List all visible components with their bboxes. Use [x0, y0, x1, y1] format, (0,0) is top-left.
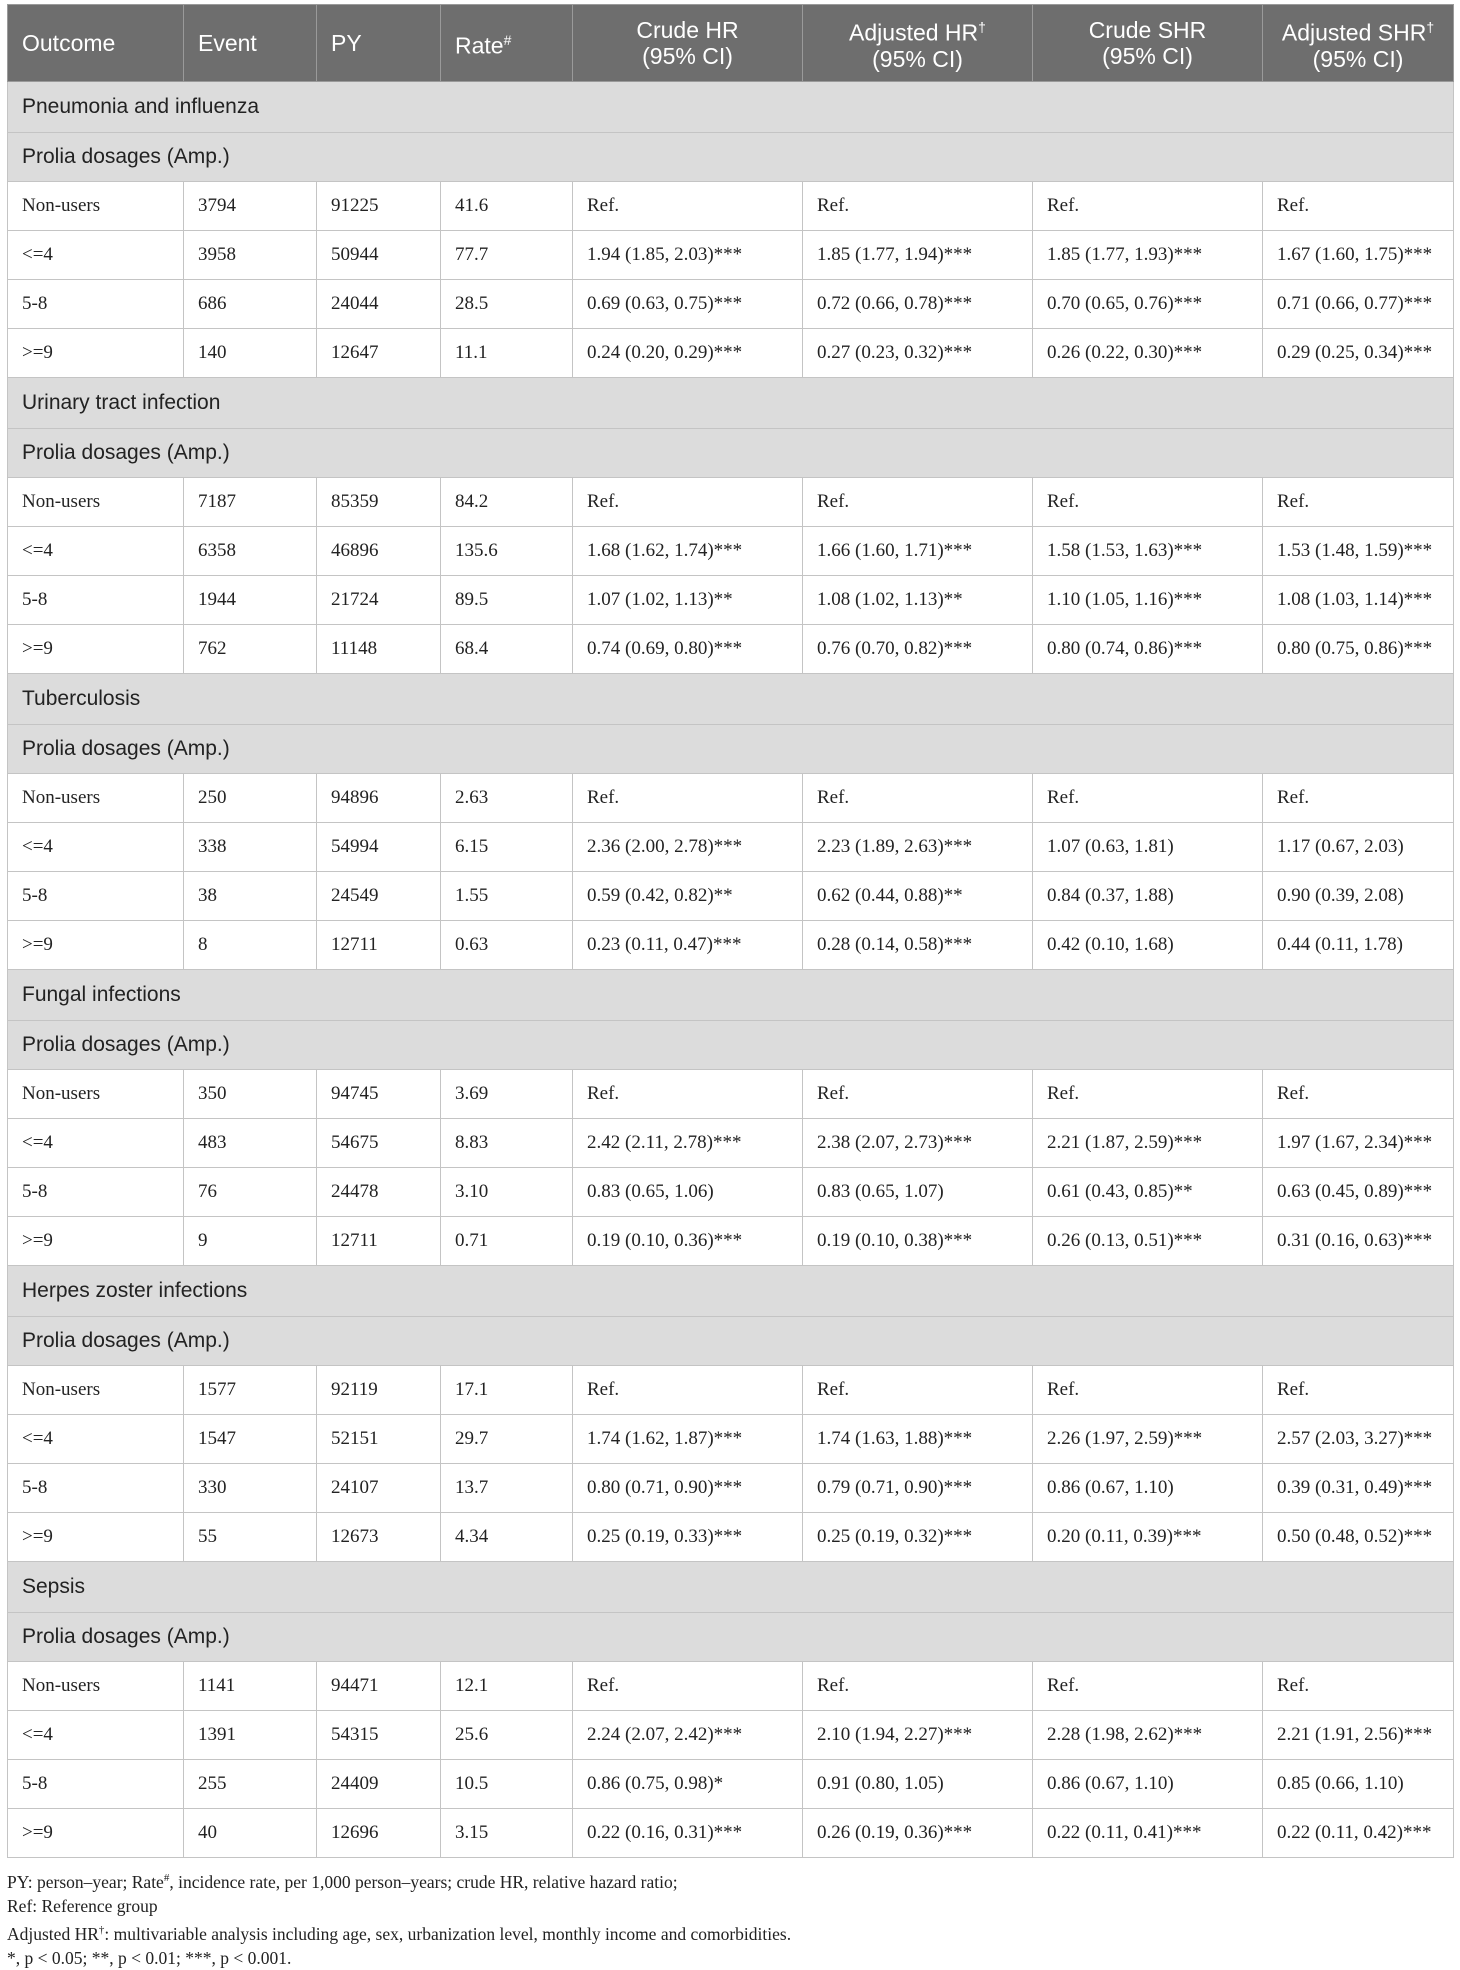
cell-event: 76: [184, 1168, 317, 1217]
table-row: [8, 1760, 1454, 1809]
cell-py: 12647: [317, 329, 441, 378]
cell-py: 94745: [317, 1070, 441, 1119]
table-row: [8, 1711, 1454, 1760]
cell-dosage: <=4: [8, 1711, 184, 1760]
table-footnotes: [7, 1866, 1453, 1970]
cell-rate: 77.7: [441, 231, 573, 280]
footnote-py-rate: PY: person–year; Rate: [7, 1871, 164, 1892]
table-row: [8, 1809, 1454, 1858]
cell-crude-shr: 2.26 (1.97, 2.59)***: [1033, 1415, 1263, 1464]
cell-adjusted-shr: 0.71 (0.66, 0.77)***: [1263, 280, 1454, 329]
header-crude-hr-label: Crude HR: [636, 17, 739, 43]
cell-rate: 10.5: [441, 1760, 573, 1809]
cell-py: 24107: [317, 1464, 441, 1513]
cell-event: 762: [184, 625, 317, 674]
cell-adjusted-shr: 2.21 (1.91, 2.56)***: [1263, 1711, 1454, 1760]
cell-py: 52151: [317, 1415, 441, 1464]
cell-event: 8: [184, 921, 317, 970]
cell-crude-hr: 2.24 (2.07, 2.42)***: [573, 1711, 803, 1760]
cell-adjusted-shr: 0.31 (0.16, 0.63)***: [1263, 1217, 1454, 1266]
footnote-line-2: Ref: Reference group: [7, 1895, 158, 1916]
cell-adjusted-hr: 0.83 (0.65, 1.07): [803, 1168, 1033, 1217]
cell-py: 12711: [317, 921, 441, 970]
cell-py: 24044: [317, 280, 441, 329]
cell-adjusted-hr: 0.26 (0.19, 0.36)***: [803, 1809, 1033, 1858]
table-row: [8, 527, 1454, 576]
cell-rate: 2.63: [441, 774, 573, 823]
cell-adjusted-hr: 2.38 (2.07, 2.73)***: [803, 1119, 1033, 1168]
cell-dosage: >=9: [8, 1217, 184, 1266]
cell-rate: 0.63: [441, 921, 573, 970]
cell-py: 94896: [317, 774, 441, 823]
cell-crude-shr: 0.61 (0.43, 0.85)**: [1033, 1168, 1263, 1217]
cell-py: 54315: [317, 1711, 441, 1760]
cell-py: 50944: [317, 231, 441, 280]
cell-py: 12711: [317, 1217, 441, 1266]
cell-crude-hr: 0.83 (0.65, 1.06): [573, 1168, 803, 1217]
cell-adjusted-hr: 0.91 (0.80, 1.05): [803, 1760, 1033, 1809]
outcome-group-row: [8, 970, 1454, 1021]
cell-py: 24549: [317, 872, 441, 921]
cell-dosage: >=9: [8, 921, 184, 970]
cell-event: 140: [184, 329, 317, 378]
dosage-subheader-row: [8, 1317, 1454, 1366]
cell-crude-shr: 2.21 (1.87, 2.59)***: [1033, 1119, 1263, 1168]
cell-dosage: <=4: [8, 1119, 184, 1168]
dosage-subheader-row: [8, 429, 1454, 478]
cell-dosage: 5-8: [8, 1760, 184, 1809]
header-adjusted-shr: [1263, 5, 1454, 82]
cell-adjusted-shr: 1.08 (1.03, 1.14)***: [1263, 576, 1454, 625]
outcome-group-title: Pneumonia and influenza: [8, 82, 1454, 133]
header-adjusted-shr-ci: (95% CI): [1312, 45, 1404, 72]
cell-adjusted-hr: 1.85 (1.77, 1.94)***: [803, 231, 1033, 280]
header-py: PY: [317, 5, 441, 82]
cell-dosage: 5-8: [8, 1168, 184, 1217]
cell-dosage: <=4: [8, 231, 184, 280]
cell-py: 24409: [317, 1760, 441, 1809]
cell-rate: 41.6: [441, 182, 573, 231]
cell-adjusted-hr: Ref.: [803, 1662, 1033, 1711]
cell-adjusted-shr: 0.90 (0.39, 2.08): [1263, 872, 1454, 921]
table-row: [8, 329, 1454, 378]
cell-adjusted-hr: Ref.: [803, 774, 1033, 823]
cell-adjusted-hr: 0.76 (0.70, 0.82)***: [803, 625, 1033, 674]
cell-event: 686: [184, 280, 317, 329]
cell-event: 40: [184, 1809, 317, 1858]
cell-rate: 68.4: [441, 625, 573, 674]
cell-crude-hr: 0.23 (0.11, 0.47)***: [573, 921, 803, 970]
cell-event: 6358: [184, 527, 317, 576]
cell-crude-shr: 0.20 (0.11, 0.39)***: [1033, 1513, 1263, 1562]
table-row: [8, 280, 1454, 329]
table-row: [8, 1119, 1454, 1168]
table-row: [8, 872, 1454, 921]
header-crude-shr-ci: (95% CI): [1102, 43, 1193, 69]
table-row: [8, 1366, 1454, 1415]
dosage-subheader-row: [8, 1021, 1454, 1070]
header-adjusted-hr-ci: (95% CI): [872, 45, 963, 72]
cell-py: 54675: [317, 1119, 441, 1168]
dosage-subheader: Prolia dosages (Amp.): [8, 429, 1454, 478]
cell-dosage: <=4: [8, 1415, 184, 1464]
cell-crude-hr: 1.07 (1.02, 1.13)**: [573, 576, 803, 625]
cell-py: 12696: [317, 1809, 441, 1858]
footnote-line-4: *, p < 0.05; **, p < 0.01; ***, p < 0.001.: [7, 1947, 292, 1968]
table-row: [8, 1168, 1454, 1217]
cell-dosage: 5-8: [8, 280, 184, 329]
cell-adjusted-shr: Ref.: [1263, 1070, 1454, 1119]
outcome-group-row: [8, 1562, 1454, 1613]
cell-crude-hr: 0.74 (0.69, 0.80)***: [573, 625, 803, 674]
cell-crude-hr: 2.42 (2.11, 2.78)***: [573, 1119, 803, 1168]
cell-py: 46896: [317, 527, 441, 576]
table-row: [8, 1217, 1454, 1266]
outcome-group-title: Fungal infections: [8, 970, 1454, 1021]
cell-adjusted-shr: 0.80 (0.75, 0.86)***: [1263, 625, 1454, 674]
cell-dosage: Non-users: [8, 1366, 184, 1415]
hazard-ratio-table: [7, 4, 1454, 1858]
cell-event: 330: [184, 1464, 317, 1513]
cell-crude-shr: 0.86 (0.67, 1.10): [1033, 1464, 1263, 1513]
cell-crude-hr: 0.59 (0.42, 0.82)**: [573, 872, 803, 921]
cell-adjusted-hr: 2.23 (1.89, 2.63)***: [803, 823, 1033, 872]
table-row: [8, 1662, 1454, 1711]
cell-adjusted-hr: 1.66 (1.60, 1.71)***: [803, 527, 1033, 576]
cell-crude-shr: 2.28 (1.98, 2.62)***: [1033, 1711, 1263, 1760]
cell-crude-shr: 0.42 (0.10, 1.68): [1033, 921, 1263, 970]
cell-adjusted-hr: 0.28 (0.14, 0.58)***: [803, 921, 1033, 970]
cell-crude-shr: Ref.: [1033, 1662, 1263, 1711]
cell-event: 483: [184, 1119, 317, 1168]
header-adjusted-shr-label: Adjusted SHR: [1281, 19, 1427, 46]
cell-crude-hr: Ref.: [573, 182, 803, 231]
cell-crude-shr: 0.26 (0.13, 0.51)***: [1033, 1217, 1263, 1266]
cell-crude-hr: 0.25 (0.19, 0.33)***: [573, 1513, 803, 1562]
cell-adjusted-shr: 0.44 (0.11, 1.78): [1263, 921, 1454, 970]
cell-event: 1547: [184, 1415, 317, 1464]
cell-crude-shr: Ref.: [1033, 478, 1263, 527]
cell-event: 255: [184, 1760, 317, 1809]
table-row: [8, 1415, 1454, 1464]
cell-rate: 135.6: [441, 527, 573, 576]
table-row: [8, 823, 1454, 872]
cell-rate: 12.1: [441, 1662, 573, 1711]
footnote-line-3: [7, 1918, 1453, 1946]
table-row: [8, 182, 1454, 231]
cell-rate: 17.1: [441, 1366, 573, 1415]
dosage-subheader: Prolia dosages (Amp.): [8, 1613, 1454, 1662]
cell-rate: 84.2: [441, 478, 573, 527]
cell-crude-shr: 0.80 (0.74, 0.86)***: [1033, 625, 1263, 674]
cell-adjusted-hr: 0.72 (0.66, 0.78)***: [803, 280, 1033, 329]
cell-dosage: <=4: [8, 527, 184, 576]
footnote-adjusted-mark: †: [98, 1923, 105, 1936]
cell-rate: 25.6: [441, 1711, 573, 1760]
cell-crude-hr: Ref.: [573, 1662, 803, 1711]
cell-dosage: Non-users: [8, 774, 184, 823]
dosage-subheader: Prolia dosages (Amp.): [8, 725, 1454, 774]
cell-event: 1944: [184, 576, 317, 625]
cell-adjusted-hr: 0.79 (0.71, 0.90)***: [803, 1464, 1033, 1513]
cell-adjusted-hr: Ref.: [803, 478, 1033, 527]
cell-adjusted-hr: 0.27 (0.23, 0.32)***: [803, 329, 1033, 378]
cell-adjusted-shr: 1.97 (1.67, 2.34)***: [1263, 1119, 1454, 1168]
cell-event: 38: [184, 872, 317, 921]
cell-crude-hr: 0.69 (0.63, 0.75)***: [573, 280, 803, 329]
outcome-group-title: Urinary tract infection: [8, 378, 1454, 429]
cell-crude-shr: 0.22 (0.11, 0.41)***: [1033, 1809, 1263, 1858]
cell-crude-shr: 0.26 (0.22, 0.30)***: [1033, 329, 1263, 378]
cell-event: 3794: [184, 182, 317, 231]
cell-adjusted-hr: Ref.: [803, 182, 1033, 231]
header-rate: [441, 5, 573, 82]
cell-adjusted-hr: 2.10 (1.94, 2.27)***: [803, 1711, 1033, 1760]
cell-dosage: >=9: [8, 625, 184, 674]
cell-dosage: >=9: [8, 1513, 184, 1562]
cell-crude-hr: Ref.: [573, 1366, 803, 1415]
cell-adjusted-shr: 0.50 (0.48, 0.52)***: [1263, 1513, 1454, 1562]
dosage-subheader-row: [8, 1613, 1454, 1662]
cell-py: 85359: [317, 478, 441, 527]
header-adjusted-hr-mark: †: [978, 19, 986, 36]
cell-dosage: Non-users: [8, 1662, 184, 1711]
table-row: [8, 1513, 1454, 1562]
cell-dosage: 5-8: [8, 1464, 184, 1513]
cell-event: 1391: [184, 1711, 317, 1760]
cell-crude-hr: 0.24 (0.20, 0.29)***: [573, 329, 803, 378]
cell-rate: 11.1: [441, 329, 573, 378]
table-row: [8, 231, 1454, 280]
cell-adjusted-shr: Ref.: [1263, 182, 1454, 231]
dosage-subheader: Prolia dosages (Amp.): [8, 1317, 1454, 1366]
cell-crude-hr: 1.74 (1.62, 1.87)***: [573, 1415, 803, 1464]
cell-py: 54994: [317, 823, 441, 872]
header-rate-mark: #: [503, 32, 512, 49]
cell-dosage: Non-users: [8, 1070, 184, 1119]
cell-rate: 89.5: [441, 576, 573, 625]
dosage-subheader-row: [8, 725, 1454, 774]
table-body: [8, 82, 1454, 1858]
cell-adjusted-shr: Ref.: [1263, 478, 1454, 527]
cell-adjusted-hr: 0.19 (0.10, 0.38)***: [803, 1217, 1033, 1266]
cell-adjusted-hr: Ref.: [803, 1366, 1033, 1415]
cell-crude-hr: 0.22 (0.16, 0.31)***: [573, 1809, 803, 1858]
cell-dosage: >=9: [8, 329, 184, 378]
cell-rate: 28.5: [441, 280, 573, 329]
outcome-group-row: [8, 378, 1454, 429]
dosage-subheader: Prolia dosages (Amp.): [8, 1021, 1454, 1070]
results-table-container: [7, 4, 1453, 1970]
cell-crude-shr: 0.70 (0.65, 0.76)***: [1033, 280, 1263, 329]
table-row: [8, 576, 1454, 625]
cell-crude-hr: 0.19 (0.10, 0.36)***: [573, 1217, 803, 1266]
header-crude-shr: [1033, 5, 1263, 82]
cell-crude-hr: 0.86 (0.75, 0.98)*: [573, 1760, 803, 1809]
table-row: [8, 921, 1454, 970]
cell-rate: 29.7: [441, 1415, 573, 1464]
cell-event: 55: [184, 1513, 317, 1562]
cell-py: 21724: [317, 576, 441, 625]
header-adjusted-hr: [803, 5, 1033, 82]
header-row: [8, 5, 1454, 82]
cell-adjusted-shr: 1.17 (0.67, 2.03): [1263, 823, 1454, 872]
cell-dosage: <=4: [8, 823, 184, 872]
cell-py: 92119: [317, 1366, 441, 1415]
header-rate-label: Rate: [455, 32, 504, 59]
cell-crude-shr: 1.10 (1.05, 1.16)***: [1033, 576, 1263, 625]
cell-adjusted-shr: 0.29 (0.25, 0.34)***: [1263, 329, 1454, 378]
cell-crude-shr: 1.85 (1.77, 1.93)***: [1033, 231, 1263, 280]
cell-rate: 8.83: [441, 1119, 573, 1168]
table-row: [8, 1464, 1454, 1513]
cell-adjusted-hr: 1.74 (1.63, 1.88)***: [803, 1415, 1033, 1464]
outcome-group-row: [8, 82, 1454, 133]
cell-adjusted-shr: 0.39 (0.31, 0.49)***: [1263, 1464, 1454, 1513]
header-adjusted-shr-mark: †: [1426, 19, 1435, 36]
header-crude-hr-ci: (95% CI): [642, 43, 733, 69]
cell-py: 91225: [317, 182, 441, 231]
cell-adjusted-shr: 1.67 (1.60, 1.75)***: [1263, 231, 1454, 280]
table-row: [8, 774, 1454, 823]
cell-rate: 3.10: [441, 1168, 573, 1217]
cell-crude-shr: Ref.: [1033, 182, 1263, 231]
cell-event: 338: [184, 823, 317, 872]
cell-rate: 3.69: [441, 1070, 573, 1119]
table-row: [8, 1070, 1454, 1119]
outcome-group-title: Tuberculosis: [8, 674, 1454, 725]
cell-crude-hr: 0.80 (0.71, 0.90)***: [573, 1464, 803, 1513]
cell-crude-hr: Ref.: [573, 774, 803, 823]
cell-py: 94471: [317, 1662, 441, 1711]
cell-crude-shr: 1.58 (1.53, 1.63)***: [1033, 527, 1263, 576]
cell-adjusted-shr: 0.85 (0.66, 1.10): [1263, 1760, 1454, 1809]
table-row: [8, 625, 1454, 674]
cell-rate: 0.71: [441, 1217, 573, 1266]
cell-dosage: Non-users: [8, 182, 184, 231]
cell-adjusted-shr: 1.53 (1.48, 1.59)***: [1263, 527, 1454, 576]
cell-crude-hr: 1.94 (1.85, 2.03)***: [573, 231, 803, 280]
cell-rate: 6.15: [441, 823, 573, 872]
cell-adjusted-shr: 0.22 (0.11, 0.42)***: [1263, 1809, 1454, 1858]
cell-dosage: Non-users: [8, 478, 184, 527]
cell-py: 11148: [317, 625, 441, 674]
cell-crude-hr: Ref.: [573, 1070, 803, 1119]
cell-adjusted-hr: 0.62 (0.44, 0.88)**: [803, 872, 1033, 921]
outcome-group-row: [8, 674, 1454, 725]
cell-crude-shr: Ref.: [1033, 774, 1263, 823]
cell-event: 1141: [184, 1662, 317, 1711]
outcome-group-title: Sepsis: [8, 1562, 1454, 1613]
dosage-subheader-row: [8, 133, 1454, 182]
cell-event: 7187: [184, 478, 317, 527]
header-adjusted-hr-label: Adjusted HR: [849, 19, 979, 46]
header-crude-shr-label: Crude SHR: [1088, 17, 1207, 43]
cell-adjusted-shr: 0.63 (0.45, 0.89)***: [1263, 1168, 1454, 1217]
cell-event: 350: [184, 1070, 317, 1119]
cell-crude-shr: 0.86 (0.67, 1.10): [1033, 1760, 1263, 1809]
cell-adjusted-shr: 2.57 (2.03, 3.27)***: [1263, 1415, 1454, 1464]
header-event: Event: [184, 5, 317, 82]
cell-crude-hr: 1.68 (1.62, 1.74)***: [573, 527, 803, 576]
cell-event: 250: [184, 774, 317, 823]
cell-event: 3958: [184, 231, 317, 280]
cell-py: 24478: [317, 1168, 441, 1217]
cell-adjusted-hr: 0.25 (0.19, 0.32)***: [803, 1513, 1033, 1562]
cell-crude-hr: Ref.: [573, 478, 803, 527]
table-row: [8, 478, 1454, 527]
cell-event: 1577: [184, 1366, 317, 1415]
cell-rate: 13.7: [441, 1464, 573, 1513]
header-outcome: Outcome: [8, 5, 184, 82]
cell-crude-shr: Ref.: [1033, 1070, 1263, 1119]
cell-event: 9: [184, 1217, 317, 1266]
cell-adjusted-shr: Ref.: [1263, 774, 1454, 823]
footnote-rate-mark: #: [163, 1872, 170, 1884]
cell-adjusted-hr: Ref.: [803, 1070, 1033, 1119]
cell-crude-hr: 2.36 (2.00, 2.78)***: [573, 823, 803, 872]
outcome-group-row: [8, 1266, 1454, 1317]
cell-adjusted-shr: Ref.: [1263, 1366, 1454, 1415]
cell-dosage: 5-8: [8, 872, 184, 921]
cell-rate: 1.55: [441, 872, 573, 921]
cell-rate: 3.15: [441, 1809, 573, 1858]
footnote-adjusted-hr: Adjusted HR: [7, 1923, 99, 1944]
outcome-group-title: Herpes zoster infections: [8, 1266, 1454, 1317]
footnote-line-1: [7, 1866, 1453, 1894]
cell-crude-shr: 1.07 (0.63, 1.81): [1033, 823, 1263, 872]
cell-py: 12673: [317, 1513, 441, 1562]
cell-rate: 4.34: [441, 1513, 573, 1562]
cell-adjusted-shr: Ref.: [1263, 1662, 1454, 1711]
cell-dosage: 5-8: [8, 576, 184, 625]
cell-crude-shr: 0.84 (0.37, 1.88): [1033, 872, 1263, 921]
cell-crude-shr: Ref.: [1033, 1366, 1263, 1415]
footnote-adjusted-def: : multivariable analysis including age, sex, urbanization level, monthly income and comorbidities.: [104, 1923, 792, 1944]
cell-dosage: >=9: [8, 1809, 184, 1858]
footnote-py-rate-def: , incidence rate, per 1,000 person–years; crude HR, relative hazard ratio;: [169, 1871, 678, 1892]
cell-adjusted-hr: 1.08 (1.02, 1.13)**: [803, 576, 1033, 625]
header-crude-hr: [573, 5, 803, 82]
dosage-subheader: Prolia dosages (Amp.): [8, 133, 1454, 182]
